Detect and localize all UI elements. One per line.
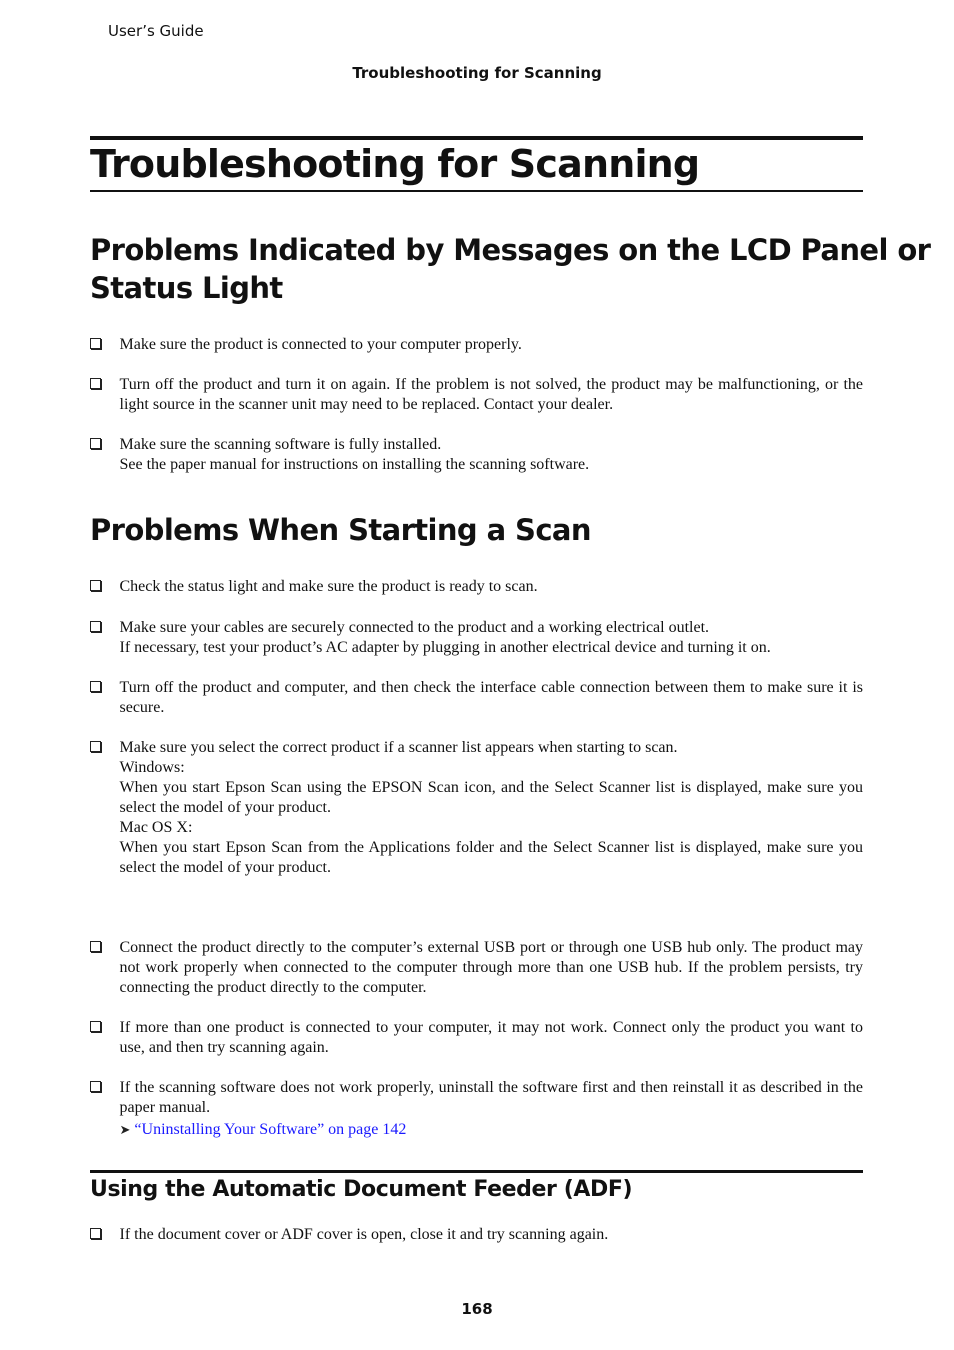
title-bottom-rule [90,190,863,192]
checkbox-bullet-icon [90,338,101,349]
list-item: Make sure your cables are securely connected to the product and a working electrical outlet. If necessary, test your product’s AC adapter by plugging in another electrical device and turning it on. [90,618,863,658]
section-rule [90,1170,863,1173]
list-item: Make sure the scanning software is fully installed. See the paper manual for instructions on installing the scanning software. [90,435,863,475]
checkbox-bullet-icon [90,1021,101,1032]
checkbox-bullet-icon [90,1081,101,1092]
list-item: If the scanning software does not work properly, uninstall the software first and then reinstall it as described in the paper manual. ➤ “Uninstalling Your Software” on page 142 [90,1078,863,1140]
section-heading-adf: Using the Automatic Document Feeder (ADF) [90,1177,633,1202]
uninstalling-software-link[interactable]: “Uninstalling Your Software” on page 142 [134,1121,407,1138]
running-header-chapter: Troubleshooting for Scanning [352,64,602,82]
checkbox-bullet-icon [90,941,101,952]
page-number: 168 [461,1300,493,1318]
list-item: Check the status light and make sure the product is ready to scan. [90,577,863,597]
list-item: Turn off the product and turn it on again. If the problem is not solved, the product may be malfunctioning, or the light source in the scanner unit may need to be replaced. Contact your dealer. [90,375,863,415]
running-header-guide: User’s Guide [108,22,204,40]
checkbox-bullet-icon [90,621,101,632]
list-item: Make sure the product is connected to your computer properly. [90,335,863,355]
list-item: Make sure you select the correct product if a scanner list appears when starting to scan. Windows: When you start Epson Scan using the EPSON Scan icon, and the Select Scanner list is displayed, make sure you select the model of your product. Mac OS X: When you start Epson Scan from the Applications folder and the Select Scanner list is displayed, make sure you select the model of your product. [90,738,863,878]
arrow-right-icon: ➤ [119,1122,131,1137]
checkbox-bullet-icon [90,580,101,591]
checkbox-bullet-icon [90,681,101,692]
list-item: Connect the product directly to the computer’s external USB port or through one USB hub only. The product may not work properly when connected to the computer through more than one USB hub. If the problem persists, try connecting the product directly to the computer. [90,938,863,998]
checkbox-bullet-icon [90,741,101,752]
page-title: Troubleshooting for Scanning [90,142,700,186]
checkbox-bullet-icon [90,1228,101,1239]
list-item: Turn off the product and computer, and then check the interface cable connection between them to make sure it is secure. [90,678,863,718]
checkbox-bullet-icon [90,378,101,389]
list-item: If more than one product is connected to your computer, it may not work. Connect only the product you want to use, and then try scanning again. [90,1018,863,1058]
section-heading-starting-scan: Problems When Starting a Scan [90,513,591,547]
list-item: If the document cover or ADF cover is open, close it and try scanning again. [90,1225,863,1245]
section-heading-lcd-messages: Problems Indicated by Messages on the LCD Panel or Status Light [90,233,931,305]
checkbox-bullet-icon [90,438,101,449]
